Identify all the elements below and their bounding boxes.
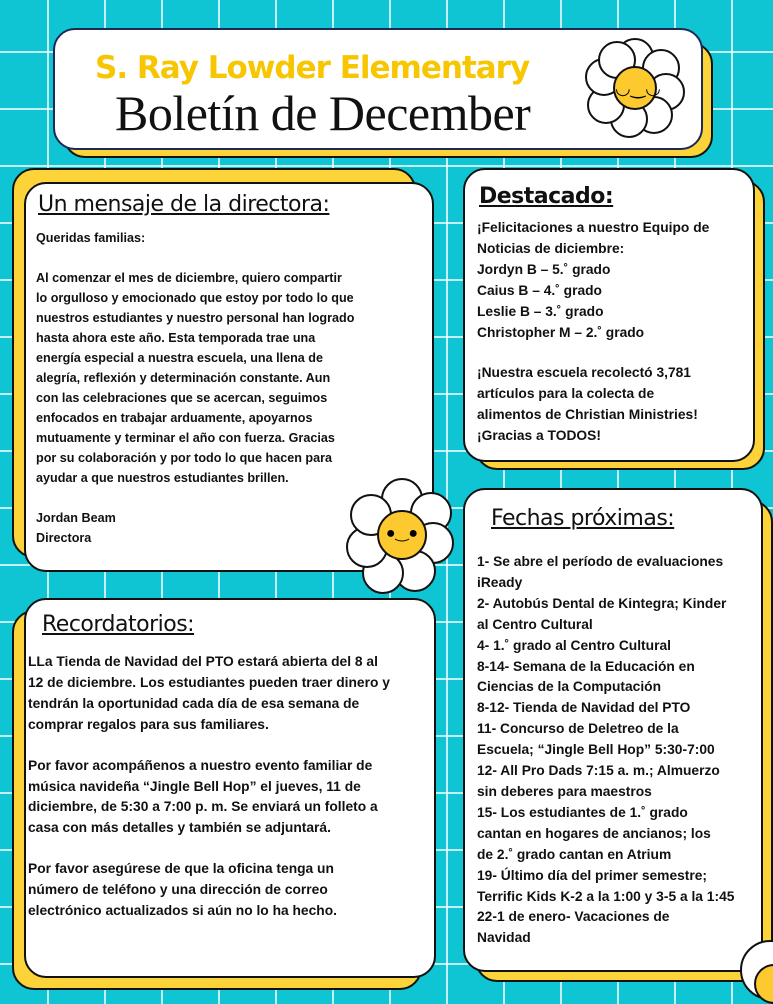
- newsletter-title: Boletín de December: [115, 85, 531, 141]
- highlight-text: [477, 218, 709, 447]
- text-line: [36, 248, 354, 268]
- text-line: enfocados en trabajar arduamente, apoyarnos: [36, 411, 313, 425]
- text-line: alegría, reflexión y determinación constante. Aun: [36, 371, 331, 385]
- text-line: 8-14- Semana de la Educación en: [477, 658, 695, 674]
- text-line: 12 de diciembre. Los estudiantes pueden traer dinero y: [28, 674, 390, 690]
- dates-list: [477, 552, 734, 949]
- text-line: nuestros estudiantes y nuestro personal han logrado: [36, 311, 355, 325]
- text-line: número de teléfono y una dirección de correo: [28, 882, 328, 898]
- text-line: Noticias de diciembre:: [477, 240, 625, 256]
- text-line: [28, 839, 390, 859]
- text-line: ayudar a que nuestros estudiantes brillen.: [36, 471, 289, 485]
- text-line: Directora: [36, 531, 92, 545]
- text-line: Leslie B – 3.˚ grado: [477, 303, 604, 319]
- dates-heading: Fechas próximas:: [491, 506, 675, 531]
- text-line: 22-1 de enero- Vacaciones de: [477, 909, 670, 925]
- text-line: con las celebraciones que se acercan, seguimos: [36, 391, 328, 405]
- school-name: S. Ray Lowder Elementary: [95, 50, 530, 86]
- happy-flower-icon: ●‿●: [350, 478, 450, 598]
- text-line: hasta ahora este año. Esta temporada trae una: [36, 331, 316, 345]
- text-line: Queridas familias:: [36, 231, 146, 245]
- text-line: 12- All Pro Dads 7:15 a. m.; Almuerzo: [477, 763, 720, 779]
- text-line: Por favor asegúrese de que la oficina tenga un: [28, 861, 334, 877]
- director-message: [36, 228, 354, 548]
- text-line: por su colaboración y por todo lo que hacen para: [36, 451, 332, 465]
- director-heading: Un mensaje de la directora:: [38, 192, 330, 217]
- text-line: [36, 488, 354, 508]
- text-line: Caius B – 4.˚ grado: [477, 282, 602, 298]
- dates-panel: [463, 488, 763, 972]
- text-line: sin deberes para maestros: [477, 783, 652, 799]
- text-line: electrónico actualizados si aún no lo ha hecho.: [28, 903, 337, 919]
- text-line: Jordan Beam: [36, 511, 116, 525]
- reminders-panel: [24, 598, 436, 978]
- text-line: Ciencias de la Computación: [477, 679, 662, 695]
- text-line: 2- Autobús Dental de Kintegra; Kinder: [477, 595, 727, 611]
- highlight-heading: Destacado:: [479, 184, 614, 209]
- text-line: Jordyn B – 5.˚ grado: [477, 261, 611, 277]
- text-line: cantan en hogares de ancianos; los: [477, 825, 711, 841]
- text-line: Terrific Kids K-2 a la 1:00 y 3-5 a la 1:45: [477, 888, 735, 904]
- text-line: 19- Último día del primer semestre;: [477, 867, 708, 883]
- text-line: energía especial a nuestra escuela, una llena de: [36, 351, 323, 365]
- text-line: al Centro Cultural: [477, 616, 593, 632]
- text-line: comprar regalos para sus familiares.: [28, 716, 269, 732]
- text-line: [477, 343, 709, 363]
- text-line: Christopher M – 2.˚ grado: [477, 324, 645, 340]
- text-line: lo orgulloso y emocionado que estoy por todo lo que: [36, 291, 354, 305]
- text-line: diciembre, de 5:30 a 7:00 p. m. Se enviará un folleto a: [28, 799, 378, 815]
- text-line: tendrán la oportunidad cada día de esa semana de: [28, 695, 360, 711]
- text-line: LLa Tienda de Navidad del PTO estará abierta del 8 al: [28, 654, 378, 669]
- smiling-flower-icon: ◡‿◡: [585, 38, 685, 138]
- text-line: ¡Nuestra escuela recolectó 3,781: [477, 365, 691, 381]
- text-line: 11- Concurso de Deletreo de la: [477, 721, 679, 737]
- text-line: Al comenzar el mes de diciembre, quiero compartir: [36, 271, 342, 285]
- reminders-heading: Recordatorios:: [42, 612, 195, 637]
- text-line: 1- Se abre el período de evaluaciones: [477, 554, 724, 569]
- text-line: alimentos de Christian Ministries!: [477, 407, 698, 423]
- text-line: de 2.˚ grado cantan en Atrium: [477, 846, 672, 862]
- text-line: música navideña “Jingle Bell Hop” el jueves, 11 de: [28, 778, 361, 794]
- text-line: [28, 736, 390, 756]
- reminders-text: [28, 652, 390, 922]
- text-line: Por favor acompáñenos a nuestro evento familiar de: [28, 757, 373, 773]
- text-line: artículos para la colecta de: [477, 386, 655, 402]
- text-line: 15- Los estudiantes de 1.˚ grado: [477, 804, 688, 820]
- highlight-panel: [463, 168, 755, 462]
- text-line: ¡Gracias a TODOS!: [477, 428, 601, 444]
- text-line: mutuamente y terminar el año con fuerza. Gracias: [36, 431, 335, 445]
- text-line: Escuela; “Jingle Bell Hop” 5:30-7:00: [477, 742, 715, 758]
- text-line: 4- 1.˚ grado al Centro Cultural: [477, 637, 671, 653]
- text-line: Navidad: [477, 930, 531, 946]
- text-line: 8-12- Tienda de Navidad del PTO: [477, 700, 691, 716]
- text-line: iReady: [477, 574, 523, 590]
- text-line: ¡Felicitaciones a nuestro Equipo de: [477, 220, 710, 235]
- text-line: casa con más detalles y también se adjuntará.: [28, 820, 331, 836]
